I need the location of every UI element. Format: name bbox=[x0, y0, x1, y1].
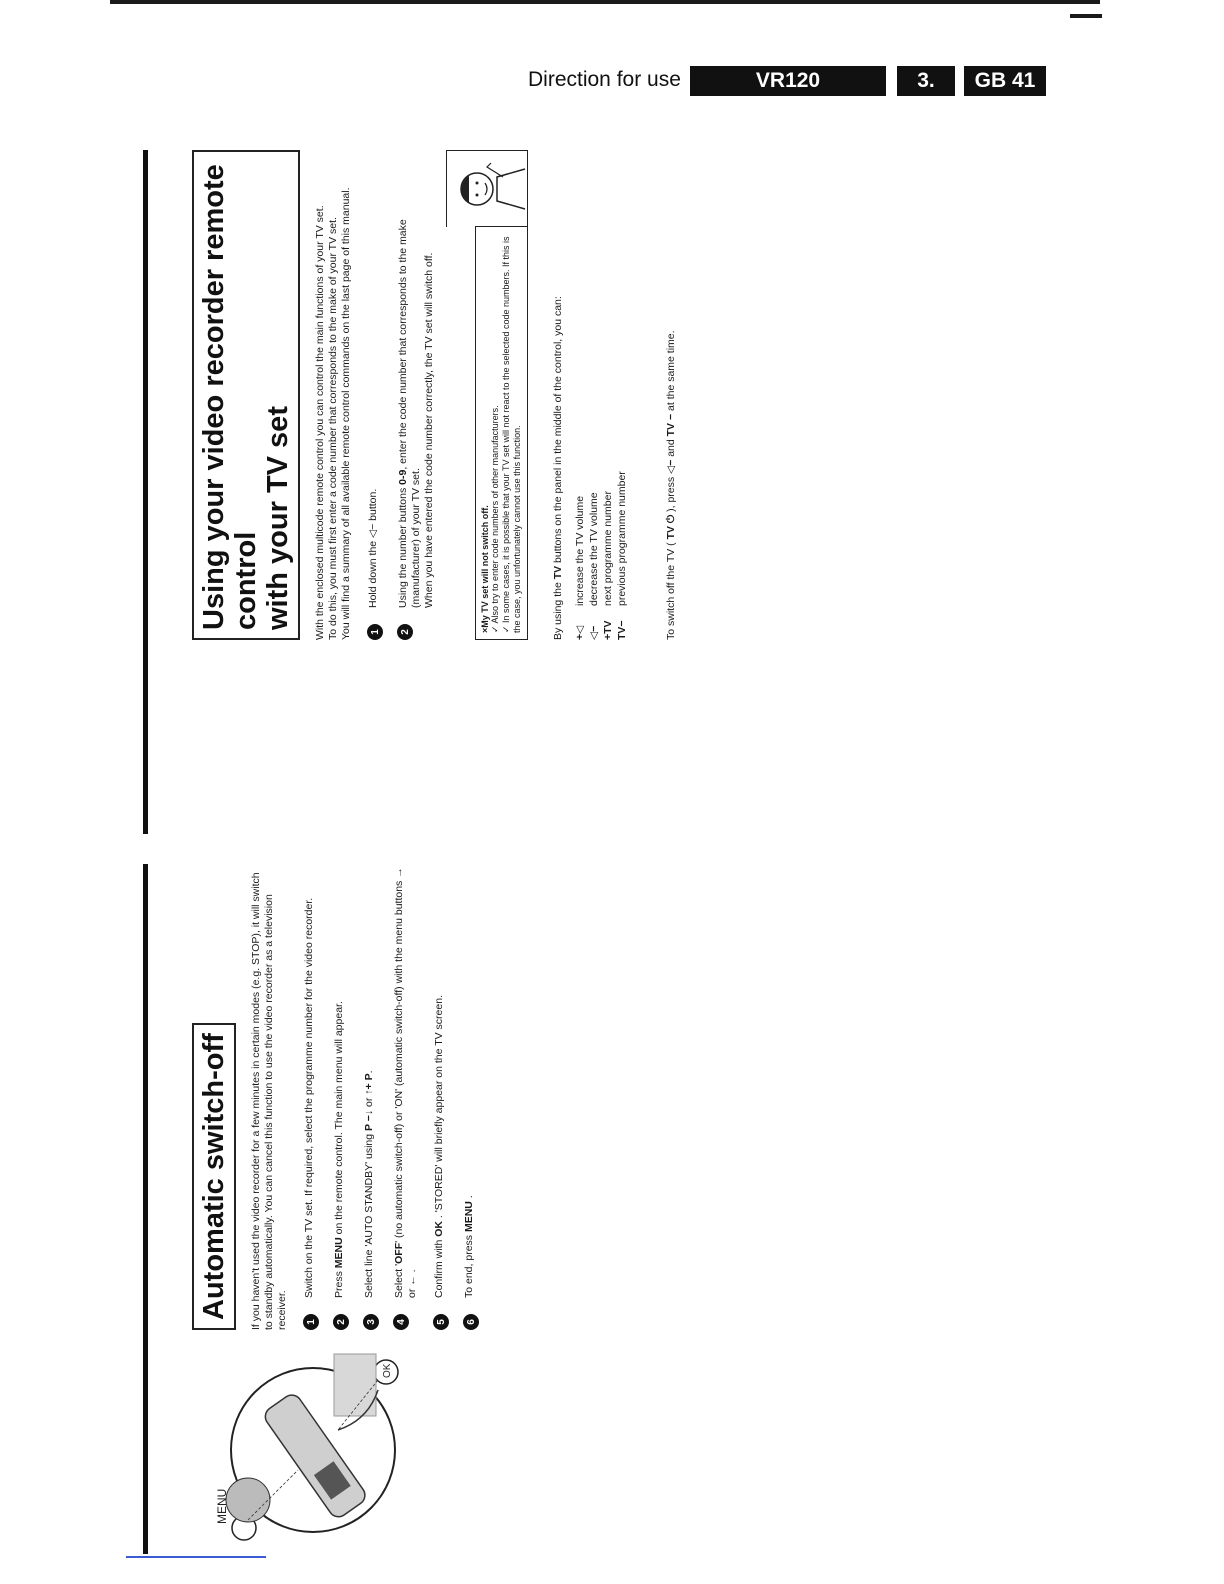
intro-line: With the enclosed multicode remote control you can control the main functions of your TV set. bbox=[314, 205, 326, 640]
section-tv-remote bbox=[192, 150, 792, 640]
step-text-part: . bbox=[363, 1070, 375, 1074]
step-text-part: . bbox=[463, 1195, 475, 1202]
step-number-badge: 3 bbox=[363, 1314, 379, 1330]
step-text-bold: OK bbox=[433, 1220, 445, 1237]
step-number-badge: 1 bbox=[303, 1314, 319, 1330]
dpad-icon bbox=[226, 1478, 270, 1522]
tip-title: ×My TV set will not switch off. bbox=[480, 505, 490, 633]
function-desc: previous programme number bbox=[616, 471, 628, 606]
switch-off-part: at the same time. bbox=[665, 330, 677, 414]
tv-switch-off-text bbox=[665, 150, 678, 640]
header-chapter: 3. bbox=[897, 66, 955, 96]
auto-step-3 bbox=[363, 862, 379, 1330]
step-text-part: Select line 'AUTO STANDBY' using bbox=[363, 1130, 375, 1298]
step-text-bold: MENU bbox=[463, 1201, 475, 1233]
step-text bbox=[397, 150, 436, 608]
step-text-bold: 0-9 bbox=[397, 469, 409, 485]
step-text bbox=[463, 1195, 476, 1298]
thinking-man-icon bbox=[446, 150, 528, 227]
auto-step-6 bbox=[463, 862, 479, 1330]
table-row bbox=[587, 459, 601, 640]
step-number-badge: 4 bbox=[393, 1314, 409, 1330]
usage-text-part: buttons on the panel in the middle of the control, you can: bbox=[552, 296, 564, 566]
tip-line: ✓ In some cases, it is possible that your TV set will not react to the selected code numbers. If this is the case, you unfortunately cannot use this function. bbox=[501, 236, 522, 633]
tv-usage-text bbox=[552, 150, 565, 640]
step-text-bold: P −↓ bbox=[363, 1109, 375, 1131]
step-text-part: ' (no automatic switch-off) or 'ON' (automatic switch-off) with the menu buttons → or ← . bbox=[393, 867, 418, 1298]
table-row bbox=[601, 459, 615, 640]
header-title: Direction for use bbox=[528, 68, 681, 91]
step-number-badge: 6 bbox=[463, 1314, 479, 1330]
section-auto-switch-off bbox=[192, 862, 532, 1330]
step-number-badge: 2 bbox=[333, 1314, 349, 1330]
section-tv-intro bbox=[314, 160, 353, 640]
table-row bbox=[573, 459, 587, 640]
usage-text-part: By using the bbox=[552, 579, 564, 640]
table-row bbox=[615, 459, 629, 640]
tv-function-table bbox=[573, 459, 629, 640]
section-bar-auto bbox=[143, 864, 148, 1554]
step-text-bold: ↑+ P bbox=[363, 1073, 375, 1095]
step-text bbox=[333, 1001, 346, 1298]
switch-off-part: and bbox=[665, 436, 677, 460]
section-tv-title-line2: with your TV set bbox=[262, 406, 294, 630]
step-text bbox=[363, 1070, 376, 1298]
step-number-badge: 5 bbox=[433, 1314, 449, 1330]
tv-step-2 bbox=[397, 150, 436, 640]
step-text-part: Press bbox=[333, 1268, 345, 1298]
auto-step-1 bbox=[303, 862, 319, 1330]
step-text-part: When you have entered the code number correctly, the TV set will switch off. bbox=[423, 252, 435, 608]
step-number-badge: 1 bbox=[367, 624, 383, 640]
function-key: ◁− bbox=[588, 625, 600, 640]
section-tv-title bbox=[192, 150, 300, 640]
section-auto-intro: If you haven't used the video recorder for a few minutes in certain modes (e.g. STOP), it will switch to standby automatically. You can cancel this function to use the video recorder as a television receiver. bbox=[250, 872, 288, 1330]
function-key: +◁ bbox=[574, 625, 586, 640]
step-text-bold: MENU bbox=[333, 1237, 345, 1269]
menu-label: MENU bbox=[215, 1488, 229, 1524]
function-desc: increase the TV volume bbox=[574, 495, 586, 606]
step-text: Hold down the ◁− button. bbox=[367, 488, 379, 608]
switch-off-bold: TV − bbox=[665, 413, 677, 437]
remote-control-illustration bbox=[215, 1350, 408, 1540]
function-desc: next programme number bbox=[602, 491, 614, 606]
ok-label: OK bbox=[382, 1363, 393, 1378]
step-text-part: on the remote control. The main menu will appear. bbox=[333, 1001, 345, 1238]
page-link-underline bbox=[126, 1556, 266, 1558]
step-text bbox=[433, 995, 446, 1298]
step-text-part: Select ' bbox=[393, 1263, 405, 1298]
step-text-part: Confirm with bbox=[433, 1236, 445, 1298]
function-key: TV− bbox=[616, 620, 628, 640]
tip-line: ✓ Also try to enter code numbers of other manufacturers. bbox=[490, 405, 500, 633]
step-text-part: Using the number buttons bbox=[397, 484, 409, 608]
step-text bbox=[393, 862, 419, 1298]
usage-text-bold: TV bbox=[552, 565, 564, 580]
tv-step-1 bbox=[367, 150, 383, 640]
intro-line: To do this, you must first enter a code number that corresponds to the make of your TV set. bbox=[327, 217, 339, 640]
switch-off-part: ), press bbox=[665, 473, 677, 515]
section-tv-title-line1: Using your video recorder remote control bbox=[198, 164, 262, 630]
section-auto-title: Automatic switch-off bbox=[192, 1023, 236, 1330]
step-text-part: . 'STORED' will briefly appear on the TV screen. bbox=[433, 995, 445, 1221]
auto-step-5 bbox=[433, 862, 449, 1330]
function-desc: decrease the TV volume bbox=[588, 492, 600, 606]
auto-step-4 bbox=[393, 862, 419, 1330]
header-model: VR120 bbox=[690, 66, 886, 96]
tip-box bbox=[475, 226, 528, 640]
top-rule-right bbox=[1070, 14, 1102, 18]
switch-off-part: To switch off the TV ( bbox=[665, 539, 677, 640]
top-rule bbox=[110, 0, 1100, 4]
step-text-part: , enter the code number that corresponds to the make (manufacturer) of your TV set. bbox=[397, 219, 422, 608]
step-text-part: To end, press bbox=[463, 1232, 475, 1298]
step-number-badge: 2 bbox=[397, 624, 413, 640]
function-key: +TV bbox=[602, 620, 614, 640]
switch-off-bold: ◁− bbox=[665, 459, 677, 474]
step-text-part: or bbox=[363, 1094, 375, 1110]
tip-row bbox=[446, 150, 528, 640]
switch-off-bold: TV ⏻ bbox=[665, 514, 677, 540]
intro-line: You will find a summary of all available remote control commands on the last page of this manual. bbox=[340, 187, 352, 640]
step-text: Switch on the TV set. If required, select the programme number for the video recorder. bbox=[303, 897, 315, 1298]
step-text-bold: OFF bbox=[393, 1242, 405, 1264]
auto-step-2 bbox=[333, 862, 349, 1330]
section-bar-tv bbox=[143, 150, 148, 834]
header-page-number: GB 41 bbox=[964, 66, 1046, 96]
